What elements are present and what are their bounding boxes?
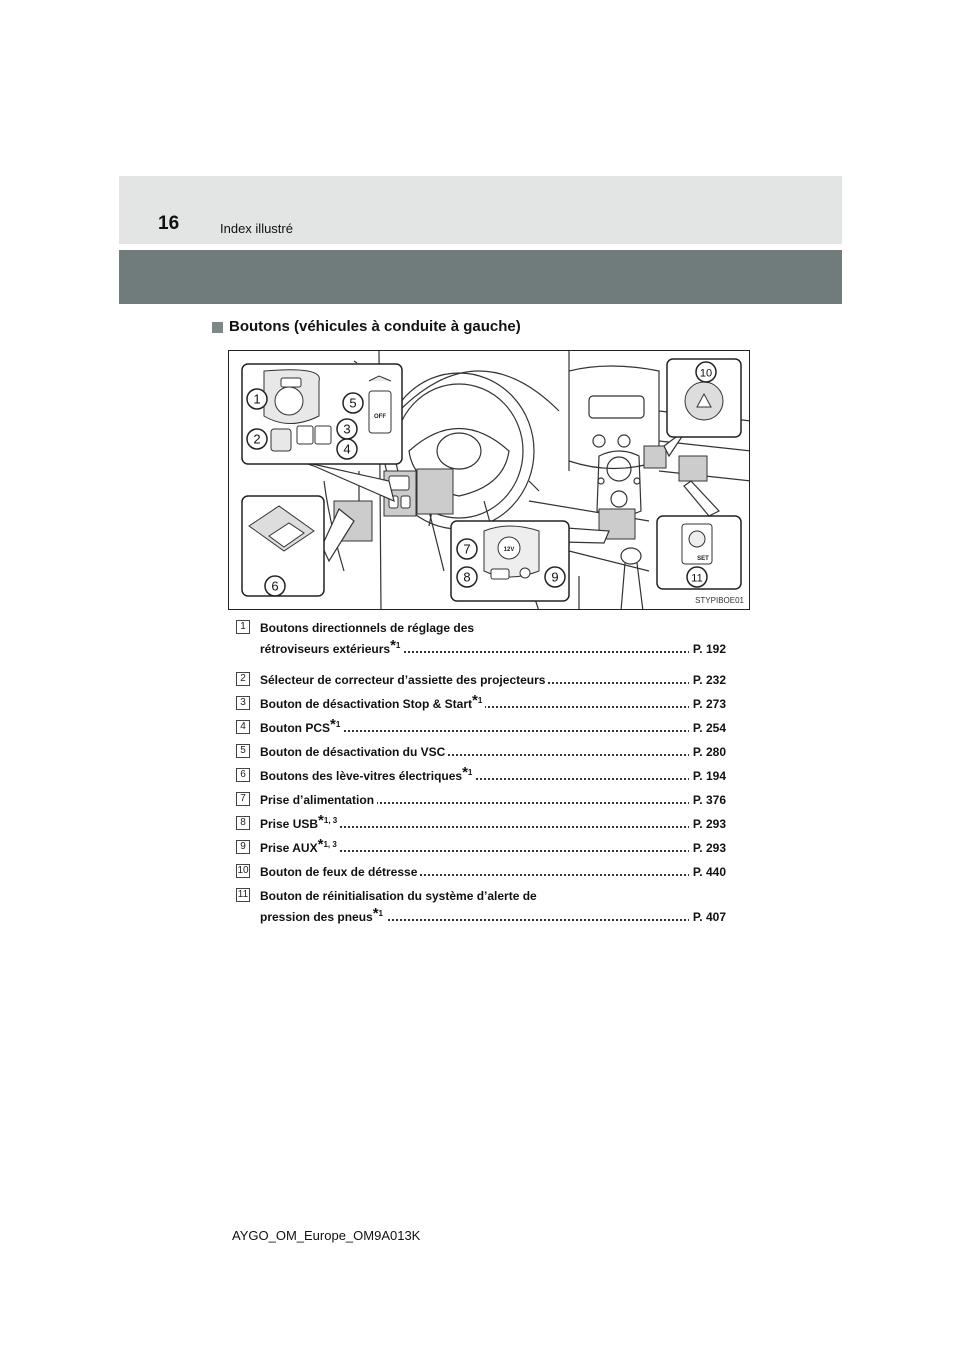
item-number-badge: 9 [236,840,250,854]
svg-text:10: 10 [699,367,713,380]
item-label: Bouton de feux de détresse [260,865,420,879]
item-label: Prise USB$^{*1, 3}$ [260,817,340,831]
item-label: Bouton de réinitialisation du système d’alerte de [260,889,540,903]
item-number-badge: 4 [236,720,250,734]
svg-text:4: 4 [343,441,351,457]
footer-document-code: AYGO_OM_Europe_OM9A013K [232,1228,421,1243]
svg-text:2: 2 [253,431,261,447]
item-text [260,672,726,688]
page-reference: P. 440 [689,864,726,880]
dashboard-drawing [229,351,750,610]
item-number-badge: 1 [236,620,250,634]
page-reference: P. 192 [689,641,726,657]
item-number-badge: 7 [236,792,250,806]
subheading-text: Boutons (véhicules à conduite à gauche) [229,318,521,335]
page-reference: P. 194 [689,768,726,784]
section-banner [119,250,842,304]
callout-4 [337,439,357,459]
item-label: Prise d’alimentation [260,793,377,807]
item-label: pression des pneus$^{*1}$ [260,910,386,924]
page-reference: P. 232 [689,672,726,688]
item-label: Prise AUX$^{*1, 3}$ [260,841,340,855]
svg-text:8: 8 [463,569,471,585]
item-text [260,620,726,657]
item-number-badge: 6 [236,768,250,782]
inset-off-label: OFF [374,414,386,420]
page-number: 16 [158,213,180,234]
item-text [260,744,726,760]
svg-text:7: 7 [463,541,471,557]
callout-7 [457,539,477,559]
item-text [260,888,726,925]
inset-12v-label: 12V [503,547,515,553]
callout-1 [247,389,267,409]
inset-set-label: SET [697,556,709,562]
callout-2 [247,429,267,449]
item-number-badge: 10 [237,865,249,876]
item-label: Bouton de désactivation du VSC [260,745,448,759]
figure-code: STYPIBOE01 [695,596,744,605]
page-reference: P. 293 [689,816,726,832]
square-bullet-icon [212,322,223,333]
item-text [260,716,726,736]
callout-9 [545,567,565,587]
callout-6 [265,576,285,596]
callout-10 [696,362,716,382]
svg-text:9: 9 [551,569,559,585]
svg-text:6: 6 [271,578,279,594]
item-number-badge: 11 [237,889,249,900]
callout-3 [337,419,357,439]
item-text [260,812,726,832]
subheading [212,318,521,336]
item-number-badge: 3 [236,696,250,710]
item-text [260,864,726,880]
item-label: Boutons des lève-vitres électriques$^{*1}$ [260,769,475,783]
item-text [260,764,726,784]
item-label: Boutons directionnels de réglage des [260,621,477,635]
item-number-badge: 5 [236,744,250,758]
page-reference: P. 273 [689,696,726,712]
page-reference: P. 407 [689,909,726,925]
item-text [260,792,726,808]
svg-text:11: 11 [691,572,703,585]
page-reference: P. 254 [689,720,726,736]
item-number-badge: 2 [236,672,250,686]
item-label: Bouton PCS$^{*1}$ [260,721,343,735]
item-label: Sélecteur de correcteur d’assiette des projecteurs [260,673,548,687]
item-text [260,836,726,856]
item-label: rétroviseurs extérieurs$^{*1}$ [260,642,403,656]
svg-text:1: 1 [253,391,261,407]
callout-11 [687,567,707,587]
section-title: Index illustré [220,221,293,236]
callout-8 [457,567,477,587]
svg-text:3: 3 [343,421,351,437]
item-label: Bouton de désactivation Stop & Start$^{*1}$ [260,697,485,711]
item-number-badge: 8 [236,816,250,830]
svg-text:5: 5 [349,395,357,411]
callout-5 [343,393,363,413]
page-reference: P. 280 [689,744,726,760]
page-reference: P. 293 [689,840,726,856]
item-text [260,692,726,712]
page-reference: P. 376 [689,792,726,808]
dashboard-illustration [228,350,750,610]
